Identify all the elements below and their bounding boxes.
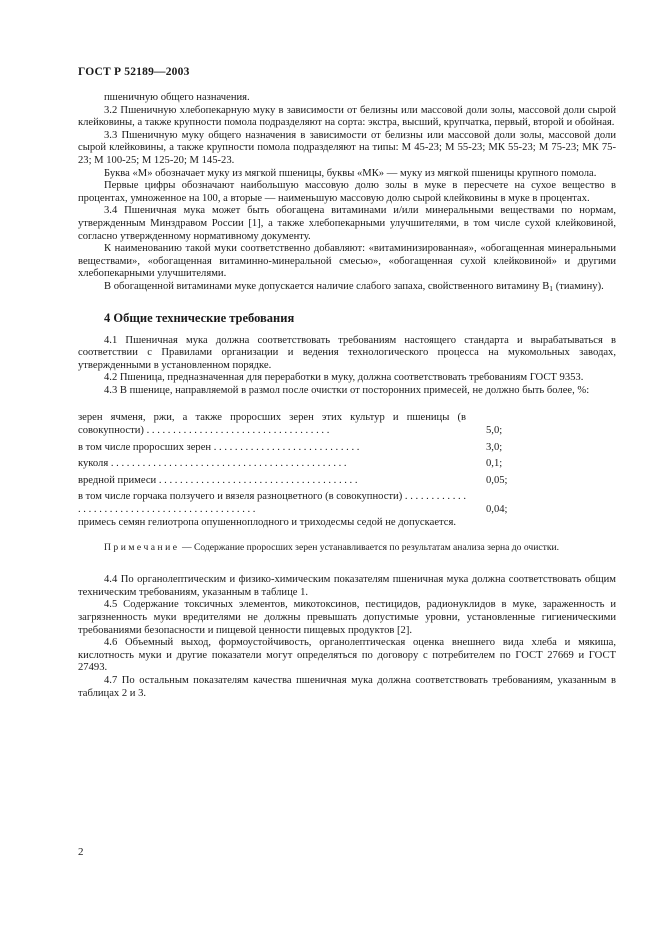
paragraph-naming: К наименованию такой муки соответственно добавляют: «витаминизированная», «обогащенная минеральными веществами», «обогащенная витаминно-минеральной смесью», «обогащенная сухой клейковиной» и другими хлебопекарными улучшителями. [78,243,616,280]
note-label: Примечание [104,542,180,554]
list-item-value: 0,04; [486,504,508,516]
vitamin-text: В обогащенной витаминами муке допускается наличие слабого запаха, свойственного витамину В [104,280,550,292]
list-item-value: 5,0; [486,425,503,437]
impurity-list [78,412,616,529]
vitamin-tail: (тиамину). [553,280,604,292]
document-header: ГОСТ Р 52189—2003 [78,66,190,78]
paragraph-3-4: 3.4 Пшеничная мука может быть обогащена витаминами и/или минеральными веществами по нормам, утвержденным Минздравом России [1], а также хлебопекарными улучшителями, в том числе сухой клейковиной, согласно утвержденному нормативному документу. [78,205,616,242]
paragraph-4-7: 4.7 По остальным показателям качества пшеничная мука должна соответствовать требованиям, указанным в таблицах 2 и 3. [78,674,616,699]
list-item [78,491,616,516]
paragraph-letter-m: Буква «М» обозначает муку из мягкой пшеницы, буквы «МК» — муку из мягкой пшеницы крупного помола. [104,167,597,179]
note [78,542,616,554]
list-item [78,458,616,471]
page-number: 2 [78,846,84,858]
list-item-desc: зерен ячменя, ржи, а также проросших зерен этих культур и пшеницы (в совокупности) . . . . . . . . . . . . . . . . . . . . . . . . . . . . . . . . . . . [78,412,466,437]
list-item [78,517,616,530]
paragraph-4-5: 4.5 Содержание токсичных элементов, микотоксинов, пестицидов, радионуклидов в муке, зараженность и загрязненность муки вредителями не должны превышать допустимые уровни, установленные гигиеническими требованиями безопасности и пищевой ценности пищевых продуктов [2]. [78,599,616,636]
paragraph-4-6: 4.6 Объемный выход, формоустойчивость, органолептическая оценка внешнего вида хлеба и мякиша, кислотность муки и другие показатели могут определяться по договору с потребителем по ГОСТ 27669 и ГОСТ 27493. [78,637,616,674]
list-item [78,475,616,488]
note-text: — Содержание проросших зерен устанавливается по результатам анализа зерна до очистки. [179,542,560,554]
paragraph-4-2: 4.2 Пшеница, предназначенная для переработки в муку, должна соответствовать требованиям ГОСТ 9353. [104,372,584,384]
list-item-desc: примесь семян гелиотропа опушенноплодного и триходесмы седой не допускается. [78,516,456,528]
list-item-desc: в том числе проросших зерен . . . . . . . . . . . . . . . . . . . . . . . . . . . . [78,441,360,453]
list-item [78,442,616,455]
list-item-desc: куколя . . . . . . . . . . . . . . . . . . . . . . . . . . . . . . . . . . . . . . . . . . . . . [78,458,347,470]
list-item-desc: в том числе горчака ползучего и вязеля разноцветного (в совокупности) . . . . . . . . . . . . . . . . . . . . . . . . . . . . . . . . . . . . . . . . . . . . . . [78,491,466,516]
list-item-value: 0,1; [486,458,503,470]
paragraph: пшеничную общего назначения. [104,92,250,103]
list-item-desc: вредной примеси . . . . . . . . . . . . . . . . . . . . . . . . . . . . . . . . . . . . . . [78,474,358,486]
paragraph-4-3: 4.3 В пшенице, направляемой в размол после очистки от посторонних примесей, не должно быть более, %: [104,384,590,396]
paragraph-3-3: 3.3 Пшеничную муку общего назначения в зависимости от белизны или массовой доли золы, массовой доли сырой клейковины, а также крупности помола подразделяют на типы: М 45-23; М 55-23; МК 55-23; М 75-23; МК 75-23; М 100-25; М 125-20; М 145-23. [78,129,616,166]
list-item-value: 0,05; [486,474,508,486]
paragraph-vitamin [78,281,616,296]
paragraph-3-2: 3.2 Пшеничную хлебопекарную муку в зависимости от белизны или массовой доли золы, массовой доли сырой клейковины, а также крупности помола подразделяют на сорта: экстра, высший, крупчатка, первый, второй и обойная. [78,104,616,129]
paragraph-4-4: 4.4 По органолептическим и физико-химическим показателям пшеничная мука должна соответствовать общим техническим требованиям, указанным в таблице 1. [78,574,616,598]
paragraph-first-digits: Первые цифры обозначают наибольшую массовую долю золы в муке в пересчете на сухое вещество в процентах, умноженное на 100, а вторые — наименьшую массовую долю сырой клейковины в муке в процентах. [78,180,616,204]
vitamin-subscript: 1 [549,283,554,293]
section-heading: 4 Общие технические требования [104,310,295,325]
list-item-value: 3,0; [486,441,503,453]
paragraph-4-1: 4.1 Пшеничная мука должна соответствовать требованиям настоящего стандарта и вырабатываться в соответствии с Правилами организации и ведения технологического процесса на мукомольных заводах, утвержденными в установленном порядке. [78,334,616,371]
list-item [78,412,616,437]
document-body [78,92,616,700]
